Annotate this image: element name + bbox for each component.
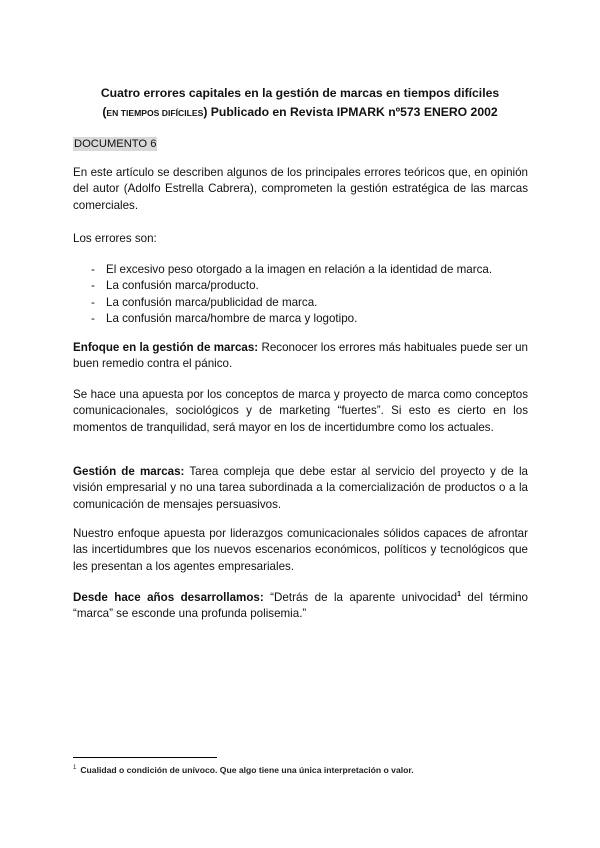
list-item-text: La confusión marca/producto. <box>106 279 259 293</box>
document-title: Cuatro errores capitales en la gestión de marcas en tiempos difíciles <box>100 86 500 100</box>
footnote <box>73 764 528 776</box>
list-marker: - <box>91 279 95 293</box>
list-item <box>73 262 528 278</box>
list-marker: - <box>91 263 95 276</box>
apuesta-paragraph: Se hace una apuesta por los conceptos de marca y proyecto de marca como conceptos comunicacionales, sociológicos y de marketing “fuertes”. Si esto es cierto en los momentos de tranquilidad, será mayor en los de incertidumbre como los actuales. <box>73 388 528 434</box>
subtitle-close-paren: ) <box>203 105 208 119</box>
footnote-separator <box>73 757 217 758</box>
document-subtitle <box>60 104 540 121</box>
footnote-reference[interactable]: 1 <box>457 591 461 599</box>
subtitle-publication: Publicado en Revista IPMARK nº573 ENERO 2002 <box>207 105 498 119</box>
subtitle-small-caps: EN TIEMPOS DIFÍCILES <box>106 108 204 118</box>
list-marker: - <box>91 311 95 325</box>
subtitle-open-paren: ( <box>102 105 107 119</box>
desde-heading: Desde hace años desarrollamos: <box>73 591 264 604</box>
nuestro-paragraph: Nuestro enfoque apuesta por liderazgos comunicacionales sólidos capaces de afrontar las incertidumbres que los nuevos escenarios económicos, políticos y tecnológicos que les presentan a los agentes empresariales. <box>73 527 528 573</box>
footnote-text: Cualidad o condición de unívoco. Que algo tiene una única interpretación o valor. <box>80 765 414 775</box>
enfoque-heading: Enfoque en la gestión de marcas: <box>73 341 259 354</box>
list-item-text: La confusión marca/publicidad de marca. <box>106 295 318 309</box>
list-item <box>73 311 528 327</box>
list-item <box>73 278 528 294</box>
gestion-paragraph <box>73 464 528 513</box>
footnote-marker: 1 <box>73 765 77 772</box>
list-item-text: El excesivo peso otorgado a la imagen en relación a la identidad de marca. <box>106 263 493 276</box>
gestion-text: Tarea compleja que debe estar al servicio del proyecto y de la visión empresarial y no una tarea subordinada a la comercialización de productos o a la comunicación de mensajes persuasivos. <box>73 465 528 511</box>
list-item <box>73 295 528 311</box>
intro-paragraph: En este artículo se describen algunos de los principales errores teóricos que, en opinión del autor (Adolfo Estrella Cabrera), comprometen la gestión estratégica de las marcas comerciales. <box>73 166 528 212</box>
gestion-heading: Gestión de marcas: <box>73 465 185 478</box>
list-item-text: La confusión marca/hombre de marca y logotipo. <box>106 311 358 325</box>
errors-list <box>73 262 528 327</box>
desde-text-after: del término “marca” se esconde una profunda polisemia.” <box>73 591 528 621</box>
enfoque-text: Reconocer los errores más habituales puede ser un buen remedio contra el pánico. <box>73 341 528 371</box>
desde-text-before: “Detrás de la aparente univocidad <box>263 591 458 604</box>
errors-intro: Los errores son: <box>73 232 157 245</box>
document-label: DOCUMENTO 6 <box>74 138 157 150</box>
list-marker: - <box>91 295 95 309</box>
desde-paragraph <box>73 590 528 623</box>
enfoque-paragraph <box>73 340 528 373</box>
